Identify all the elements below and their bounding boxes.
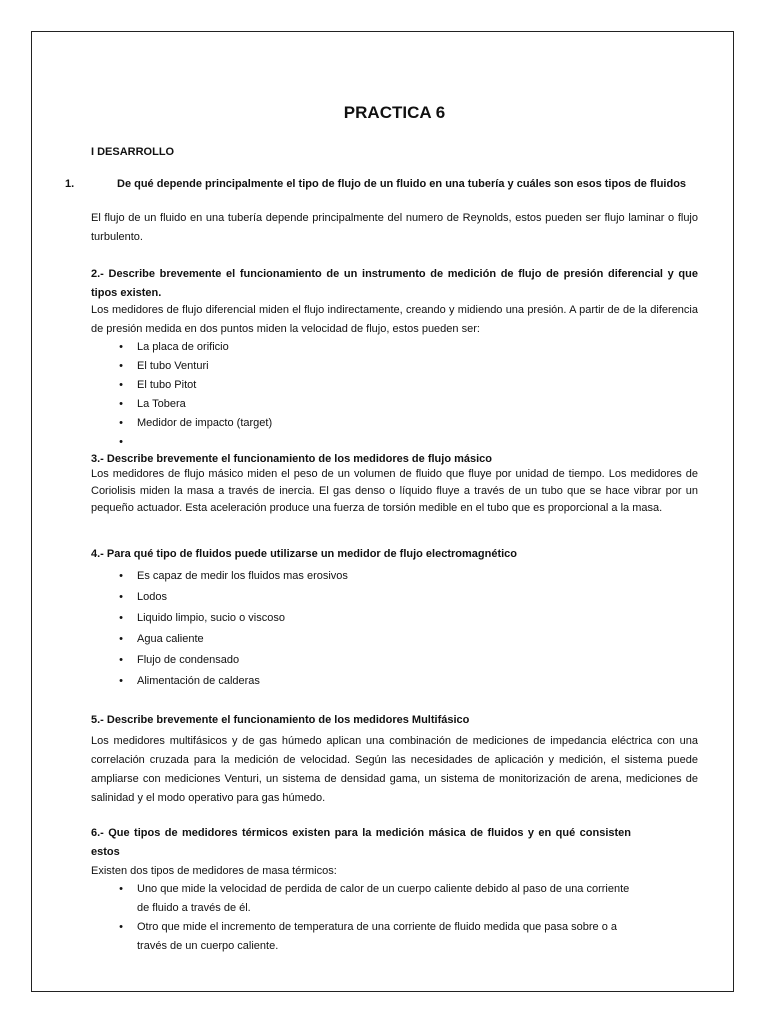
bullet-icon: •: [119, 341, 123, 353]
question-4: 4.- Para qué tipo de fluidos puede utilizarse un medidor de flujo electromagnético: [91, 548, 518, 560]
list-item: • Uno que mide la velocidad de perdida de calor de un cuerpo caliente debido al paso de una corriente de fluido a través de él.: [91, 880, 631, 918]
page-title: PRACTICA 6: [343, 103, 446, 122]
list-item: • Alimentación de calderas: [91, 671, 698, 692]
answer-3: Los medidores de flujo másico miden el peso de un volumen de fluido que fluye por unidad de tiempo. Los medidores de Coriolisis miden la masa a través de inercia. El gas denso o líquido fluye a través de un tubo que se hace vibrar por un pequeño actuador. Esta aceleración produce una fuerza de torsión medible en el tubo que es proporcional a la masa.: [91, 468, 698, 514]
list-item: • La Tobera: [91, 395, 698, 414]
list-item: • El tubo Venturi: [91, 357, 698, 376]
question-2: 2.- Describe brevemente el funcionamiento de un instrumento de medición de flujo de presión diferencial y que tipos existen.: [91, 268, 698, 299]
answer-5: Los medidores multifásicos y de gas húmedo aplican una combinación de mediciones de impedancia eléctrica con una correlación cruzada para la medición de velocidad. Según las necesidades de aplicación y medición, el sistema puede ampliarse con mediciones Venturi, un sistema de densidad gama, un sistema de monitorización de arena, mediciones de salinidad y el modo operativo para gas húmedo.: [91, 735, 698, 804]
question-1-number: 1.: [65, 178, 75, 190]
bullet-icon: •: [119, 591, 123, 603]
list-item: • Lodos: [91, 587, 698, 608]
bullet-icon: •: [119, 633, 123, 645]
list-4: [91, 566, 698, 692]
bullet-icon: •: [119, 654, 123, 666]
bullet-icon: •: [119, 379, 123, 391]
question-5: 5.- Describe brevemente el funcionamiento de los medidores Multifásico: [91, 714, 470, 726]
bullet-icon: •: [119, 398, 123, 410]
answer-1: El flujo de un fluido en una tubería depende principalmente del numero de Reynolds, estos pueden ser flujo laminar o flujo turbulento.: [91, 212, 698, 243]
list-item: • Otro que mide el incremento de temperatura de una corriente de fluido medida que pasa sobre o a través de un cuerpo caliente.: [91, 918, 631, 956]
bullet-icon: •: [119, 570, 123, 582]
question-1: [65, 175, 724, 194]
list-item: • Medidor de impacto (target): [91, 414, 698, 433]
list-item: • El tubo Pitot: [91, 376, 698, 395]
answer-2: Los medidores de flujo diferencial miden el flujo indirectamente, creando y midiendo una presión. A partir de de la diferencia de presión medida en dos puntos miden la velocidad de flujo, estos pueden ser:: [91, 304, 698, 335]
bullet-icon: •: [119, 883, 123, 895]
answer-6: Existen dos tipos de medidores de masa térmicos:: [91, 865, 337, 877]
document-page: [31, 31, 734, 992]
list-item: • Flujo de condensado: [91, 650, 698, 671]
question-3: 3.- Describe brevemente el funcionamiento de los medidores de flujo másico: [91, 453, 493, 465]
bullet-icon: •: [119, 675, 123, 687]
question-6: 6.- Que tipos de medidores térmicos existen para la medición másica de fluidos y en qué consisten estos: [91, 827, 631, 858]
bullet-icon: •: [119, 360, 123, 372]
question-1-text: De qué depende principalmente el tipo de flujo de un fluido en una tubería y cuáles son esos tipos de fluidos: [117, 178, 687, 190]
list-item: • Es capaz de medir los fluidos mas erosivos: [91, 566, 698, 587]
list-2: [91, 338, 698, 448]
list-6: [91, 880, 631, 956]
bullet-icon: •: [119, 921, 123, 933]
bullet-icon: •: [119, 436, 123, 448]
bullet-icon: •: [119, 612, 123, 624]
bullet-icon: •: [119, 417, 123, 429]
list-item: • Liquido limpio, sucio o viscoso: [91, 608, 698, 629]
section-heading: I DESARROLLO: [91, 146, 175, 158]
list-item: • Agua caliente: [91, 629, 698, 650]
list-item: • La placa de orificio: [91, 338, 698, 357]
